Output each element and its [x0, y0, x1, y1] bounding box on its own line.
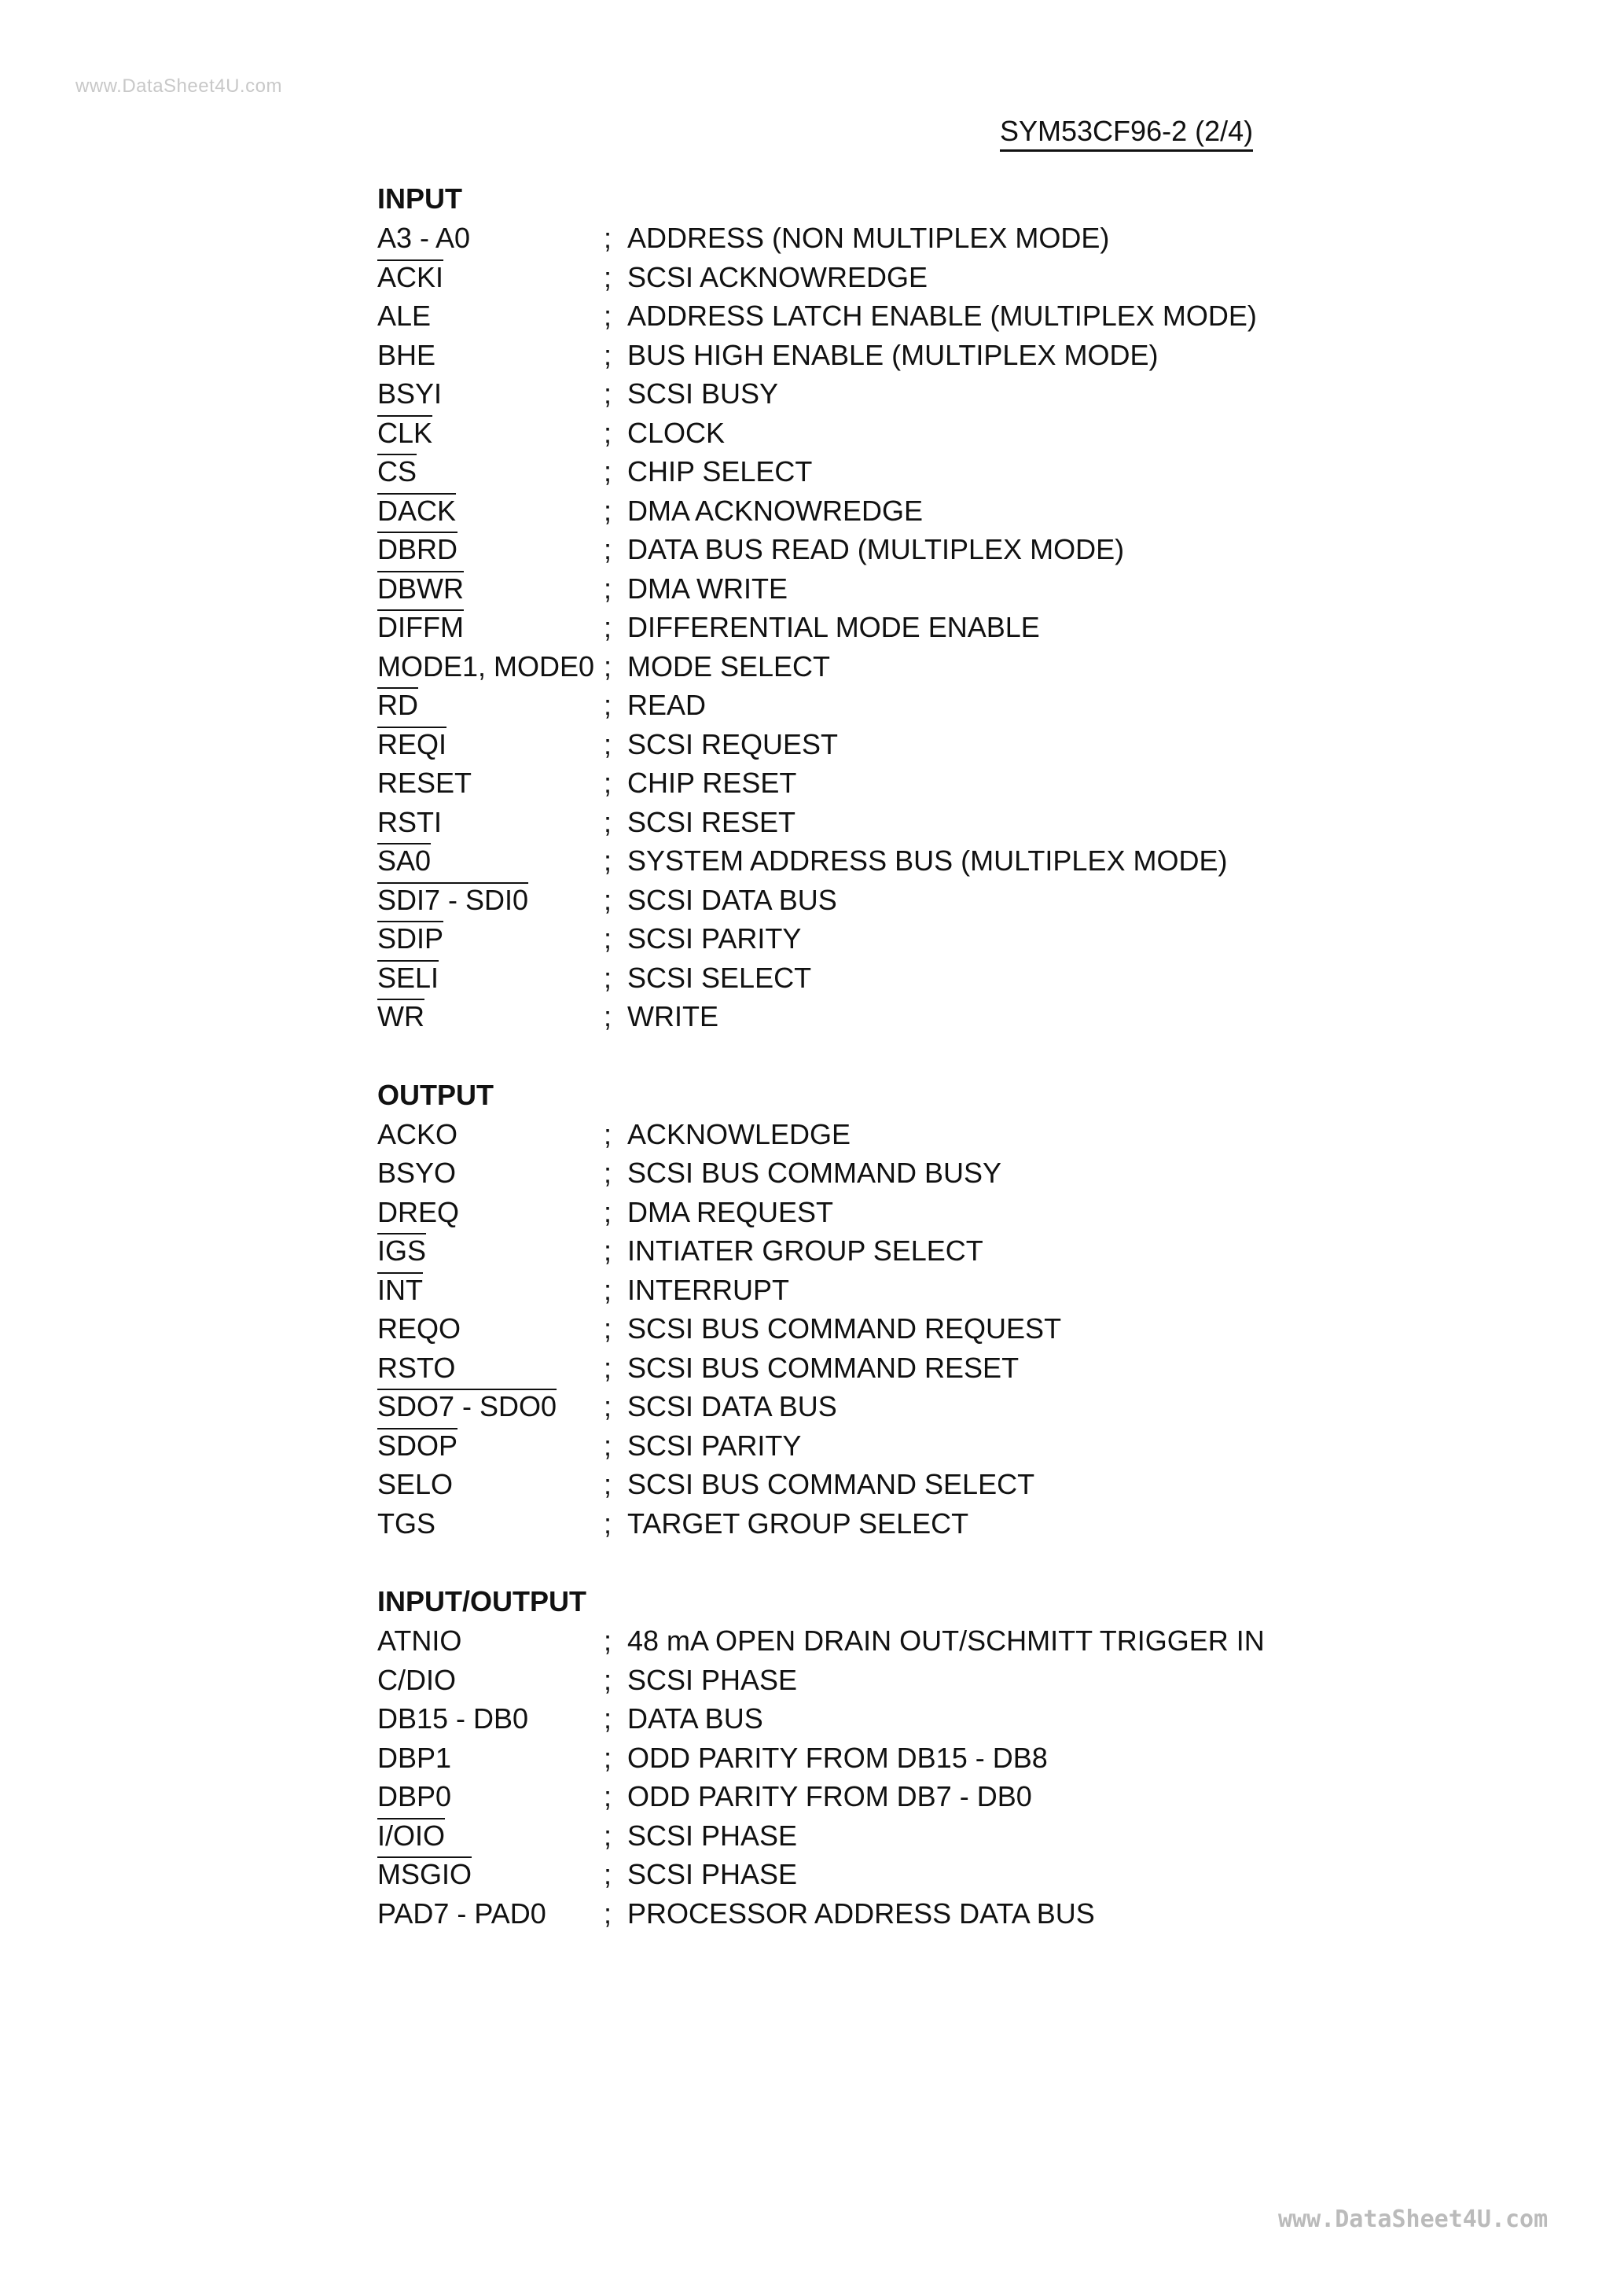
pin-name: SDO7 - SDO0 [377, 1390, 557, 1422]
separator: ; [604, 1351, 612, 1384]
section-title: INPUT/OUTPUT [377, 1585, 586, 1617]
separator: ; [604, 1858, 612, 1890]
pin-name: RSTI [377, 805, 443, 838]
pin-name: MSGIO [377, 1858, 472, 1890]
pin-description: SCSI DATA BUS [627, 1390, 837, 1422]
pin-description: 48 mA OPEN DRAIN OUT/SCHMITT TRIGGER IN [627, 1624, 1265, 1657]
pin-name: RESET [377, 767, 472, 799]
separator: ; [604, 689, 612, 721]
pin-row [377, 1387, 1494, 1426]
pin-description: CHIP RESET [627, 767, 797, 799]
pin-row [377, 608, 1494, 647]
separator: ; [604, 883, 612, 916]
section-title: OUTPUT [377, 1078, 494, 1111]
pin-description: SCSI PHASE [627, 1858, 798, 1890]
pin-row [377, 997, 1494, 1036]
pin-name: RSTO [377, 1351, 456, 1384]
pin-description: SCSI PARITY [627, 1429, 802, 1462]
pin-row [377, 803, 1494, 842]
pin-row [377, 1699, 1494, 1739]
pin-row [377, 1661, 1494, 1700]
pin-name: SELO [377, 1468, 454, 1500]
pin-row [377, 1816, 1494, 1856]
separator: ; [604, 494, 612, 527]
pin-description: ADDRESS LATCH ENABLE (MULTIPLEX MODE) [627, 300, 1257, 332]
pin-row [377, 1777, 1494, 1816]
input-section [377, 179, 1494, 1036]
separator: ; [604, 416, 612, 449]
pin-name: ATNIO [377, 1624, 462, 1657]
pin-row [377, 569, 1494, 609]
separator: ; [604, 1000, 612, 1032]
pin-name: A3 - A0 [377, 222, 471, 254]
pin-row [377, 1894, 1494, 1934]
pin-name: C/DIO [377, 1663, 457, 1696]
pin-description: DMA ACKNOWREDGE [627, 494, 924, 527]
pin-description: SCSI RESET [627, 805, 796, 838]
pin-row [377, 1855, 1494, 1894]
output-section [377, 1076, 1494, 1544]
separator: ; [604, 1157, 612, 1189]
pin-row [377, 1231, 1494, 1271]
pin-name: $\overline{CLK}$ [377, 416, 433, 449]
pin-description: WRITE [627, 1000, 718, 1032]
pin-description: CHIP SELECT [627, 455, 813, 488]
pin-name: TGS [377, 1507, 436, 1540]
pin-description: TARGET GROUP SELECT [627, 1507, 969, 1540]
pin-name: BSYI [377, 377, 443, 410]
pin-name: $\overline{INT}$ [377, 1273, 423, 1306]
pin-description: DIFFERENTIAL MODE ENABLE [627, 611, 1040, 643]
pin-name: SA0 [377, 844, 432, 877]
separator: ; [604, 533, 612, 565]
section-title: INPUT [377, 182, 462, 215]
pin-row [377, 686, 1494, 725]
separator: ; [604, 572, 612, 605]
pin-row [377, 414, 1494, 453]
pin-row [377, 530, 1494, 569]
separator: ; [604, 1429, 612, 1462]
pin-row [377, 1193, 1494, 1232]
pin-description: ODD PARITY FROM DB15 - DB8 [627, 1741, 1048, 1774]
pin-row [377, 1465, 1494, 1504]
pin-name: MODE1, MODE0 [377, 649, 595, 683]
pin-description: ADDRESS (NON MULTIPLEX MODE) [627, 222, 1110, 254]
pin-row [377, 725, 1494, 764]
separator: ; [604, 961, 612, 994]
pin-row [377, 1504, 1494, 1544]
pin-list [377, 179, 1494, 1972]
pin-row [377, 1426, 1494, 1466]
pin-name: $\overline{WR}$ [377, 1000, 424, 1032]
pin-name: SDI7 - SDI0 [377, 883, 529, 916]
pin-description: ACKNOWLEDGE [627, 1117, 851, 1150]
pin-name: REQI [377, 727, 447, 760]
pin-description: SCSI DATA BUS [627, 883, 837, 916]
separator: ; [604, 1702, 612, 1735]
pin-row [377, 336, 1494, 375]
pin-row [377, 841, 1494, 881]
pin-name: ALE [377, 300, 432, 332]
pin-description: SCSI BUS COMMAND SELECT [627, 1468, 1035, 1500]
separator: ; [604, 1507, 612, 1540]
pin-name: DBP1 [377, 1741, 452, 1774]
pin-name: SELI [377, 961, 439, 994]
pin-name: DBP0 [377, 1780, 452, 1812]
pin-name: SDIP [377, 922, 444, 955]
pin-name: $\overline{IGS}$ [377, 1234, 427, 1267]
separator: ; [604, 844, 612, 877]
pin-name: DBWR [377, 572, 464, 605]
pin-description: INTERRUPT [627, 1273, 789, 1306]
pin-row [377, 1309, 1494, 1349]
pin-name: I/OIO [377, 1819, 446, 1852]
pin-name: SDOP [377, 1429, 458, 1462]
pin-row [377, 374, 1494, 414]
separator: ; [604, 222, 612, 254]
separator: ; [604, 1741, 612, 1774]
separator: ; [604, 455, 612, 488]
separator: ; [604, 300, 612, 332]
separator: ; [604, 1897, 612, 1930]
separator: ; [604, 611, 612, 643]
pin-name: REQO [377, 1312, 461, 1345]
pin-name: ACKI [377, 260, 444, 293]
separator: ; [604, 260, 612, 293]
pin-row [377, 1349, 1494, 1388]
separator: ; [604, 1819, 612, 1852]
separator: ; [604, 1624, 612, 1657]
pin-description: BUS HIGH ENABLE (MULTIPLEX MODE) [627, 338, 1159, 371]
separator: ; [604, 1312, 612, 1345]
separator: ; [604, 338, 612, 371]
watermark-top: www.DataSheet4U.com [75, 75, 282, 97]
pin-name: BHE [377, 338, 436, 371]
pin-row [377, 1271, 1494, 1310]
pin-name: $\overline{RD}$ [377, 689, 418, 721]
pin-name: PAD7 - PAD0 [377, 1897, 546, 1930]
pin-description: DATA BUS [627, 1702, 763, 1735]
pin-row [377, 1154, 1494, 1193]
pin-description: DATA BUS READ (MULTIPLEX MODE) [627, 533, 1125, 565]
pin-description: SCSI PHASE [627, 1663, 798, 1696]
pin-row [377, 881, 1494, 920]
pin-description: SCSI PARITY [627, 922, 802, 955]
pin-description: SCSI ACKNOWREDGE [627, 260, 928, 293]
separator: ; [604, 1780, 612, 1812]
pin-row [377, 1739, 1494, 1778]
pin-row [377, 491, 1494, 531]
watermark-bottom: www.DataSheet4U.com [1278, 2206, 1549, 2233]
pin-description: ODD PARITY FROM DB7 - DB0 [627, 1780, 1032, 1812]
pin-row [377, 919, 1494, 959]
pin-description: CLOCK [627, 416, 726, 449]
pin-name: DIFFM [377, 611, 464, 643]
pin-description: SCSI PHASE [627, 1819, 798, 1852]
pin-name: $\overline{CS}$ [377, 455, 417, 488]
pin-name: DB15 - DB0 [377, 1702, 529, 1735]
input-output-section [377, 1582, 1494, 1933]
pin-row [377, 452, 1494, 491]
pin-row [377, 219, 1494, 258]
pin-description: PROCESSOR ADDRESS DATA BUS [627, 1897, 1095, 1930]
separator: ; [604, 767, 612, 799]
pin-description: SCSI BUSY [627, 377, 779, 410]
separator: ; [604, 1390, 612, 1422]
pin-description: DMA REQUEST [627, 1195, 834, 1228]
separator: ; [604, 922, 612, 955]
pin-row [377, 763, 1494, 803]
pin-description: SCSI SELECT [627, 961, 812, 994]
pin-row [377, 959, 1494, 998]
separator: ; [604, 805, 612, 838]
separator: ; [604, 1273, 612, 1306]
separator: ; [604, 649, 612, 683]
pin-description: SCSI BUS COMMAND BUSY [627, 1157, 1002, 1189]
pin-description: INTIATER GROUP SELECT [627, 1234, 983, 1267]
pin-name: BSYO [377, 1157, 457, 1189]
document-id: SYM53CF96-2 (2/4) [1000, 115, 1253, 152]
pin-name: DBRD [377, 533, 458, 565]
pin-row [377, 647, 1494, 686]
pin-description: DMA WRITE [627, 572, 788, 605]
pin-row [377, 258, 1494, 297]
separator: ; [604, 1234, 612, 1267]
pin-description: READ [627, 689, 707, 721]
separator: ; [604, 1663, 612, 1696]
pin-row [377, 1621, 1494, 1661]
separator: ; [604, 727, 612, 760]
separator: ; [604, 377, 612, 410]
pin-name: DACK [377, 494, 457, 527]
pin-name: ACKO [377, 1117, 458, 1150]
separator: ; [604, 1117, 612, 1150]
separator: ; [604, 1195, 612, 1228]
pin-row [377, 1115, 1494, 1154]
pin-description: SCSI BUS COMMAND RESET [627, 1351, 1020, 1384]
pin-description: SYSTEM ADDRESS BUS (MULTIPLEX MODE) [627, 844, 1228, 877]
pin-description: SCSI BUS COMMAND REQUEST [627, 1312, 1062, 1345]
pin-row [377, 296, 1494, 336]
separator: ; [604, 1468, 612, 1500]
pin-name: DREQ [377, 1195, 460, 1228]
pin-description: SCSI REQUEST [627, 727, 839, 760]
pin-description: MODE SELECT [627, 649, 831, 683]
